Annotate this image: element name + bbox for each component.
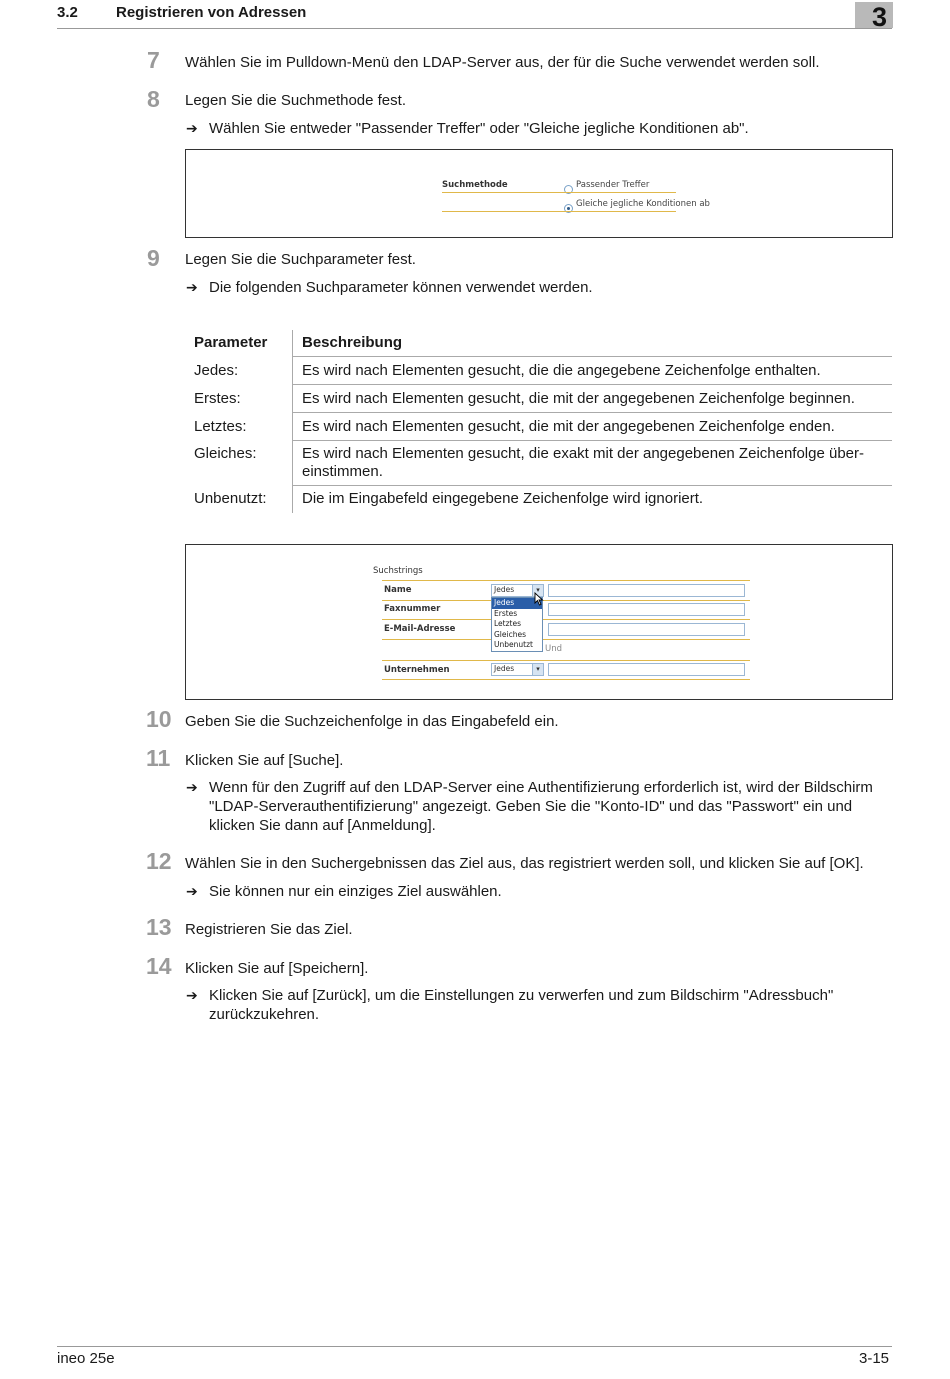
company-select[interactable]: [491, 663, 544, 676]
step-text: Klicken Sie auf [Suche].: [185, 752, 344, 769]
step-subtext: "LDAP-Serverauthentifizierung" angezeigt. Geben Sie die "Konto-ID" und das "Passwort" ein und: [209, 798, 853, 815]
table-cell-param: Letztes:: [194, 418, 247, 435]
dropdown-option[interactable]: Jedes: [492, 598, 542, 609]
radio-label: Passender Treffer: [576, 180, 650, 190]
table-cell-param: Unbenutzt:: [194, 490, 267, 507]
parameter-table: [185, 330, 892, 514]
chevron-down-icon: ▾: [532, 664, 543, 675]
divider: [382, 619, 750, 620]
dropdown-option[interactable]: Erstes: [494, 608, 518, 618]
chapter-number: 3: [872, 2, 888, 32]
step-number: 11: [146, 745, 171, 771]
table-header-parameter: Parameter: [194, 334, 268, 351]
fax-input[interactable]: [548, 603, 745, 616]
step-number: 9: [147, 245, 160, 271]
search-method-screenshot: [185, 149, 893, 238]
step-text: Wählen Sie in den Suchergebnissen das Ziel aus, das registriert werden soll, und klicken Sie auf [OK].: [185, 855, 864, 872]
dropdown-option[interactable]: Letztes: [494, 619, 522, 628]
divider: [382, 679, 750, 680]
table-cell-desc: Es wird nach Elementen gesucht, die mit der angegebenen Zeichenfolge beginnen.: [302, 390, 855, 407]
section-title: Registrieren von Adressen: [116, 4, 307, 21]
field-label-fax: Faxnummer: [384, 604, 441, 614]
divider: [382, 580, 750, 581]
header-rule: [57, 28, 892, 29]
table-cell-desc: Die im Eingabefeld eingegebene Zeichenfolge wird ignoriert.: [302, 490, 704, 507]
table-cell-param: Jedes:: [194, 362, 239, 379]
name-select-value: Jedes: [494, 585, 515, 594]
table-rule: [292, 412, 892, 413]
arrow-icon: ➔: [186, 120, 198, 136]
step-number: 10: [146, 706, 172, 732]
step-number: 14: [146, 953, 172, 979]
step-text: Klicken Sie auf [Speichern].: [185, 960, 369, 977]
table-cell-desc: einstimmen.: [302, 463, 383, 480]
step-text: Legen Sie die Suchparameter fest.: [185, 251, 416, 268]
field-label-company: Unternehmen: [384, 665, 450, 675]
arrow-icon: ➔: [186, 779, 198, 795]
table-rule: [292, 485, 892, 486]
search-strings-title: Suchstrings: [373, 566, 423, 576]
field-label-email: E-Mail-Adresse: [384, 624, 456, 634]
step-subtext: Klicken Sie auf [Zurück], um die Einstellungen zu verwerfen und zum Bildschirm "Adressbuch": [209, 987, 834, 1004]
dropdown-option[interactable]: Unbenutzt: [494, 640, 533, 649]
field-label-name: Name: [384, 585, 412, 595]
und-label: Und: [545, 644, 563, 654]
divider: [382, 600, 750, 601]
step-subtext: klicken Sie dann auf [Anmeldung].: [209, 817, 436, 834]
step-subtext: Wählen Sie entweder "Passender Treffer" oder "Gleiche jegliche Konditionen ab".: [209, 120, 749, 137]
table-cell-desc: Es wird nach Elementen gesucht, die exakt mit der angegebenen Zeichenfolge über-: [302, 445, 865, 462]
step-subtext: Die folgenden Suchparameter können verwendet werden.: [209, 279, 593, 296]
step-number: 13: [146, 914, 172, 940]
arrow-icon: ➔: [186, 279, 198, 295]
divider: [382, 660, 750, 661]
step-number: 12: [146, 848, 172, 874]
table-rule: [292, 356, 892, 357]
step-text: Wählen Sie im Pulldown-Menü den LDAP-Server aus, der für die Suche verwendet werden soll.: [185, 54, 820, 71]
table-cell-param: Gleiches:: [194, 445, 257, 462]
chevron-down-icon: ▾: [532, 585, 543, 596]
step-number: 7: [147, 47, 160, 73]
radio-label: Gleiche jegliche Konditionen ab: [576, 199, 710, 209]
table-cell-desc: Es wird nach Elementen gesucht, die die angegebene Zeichenfolge enthalten.: [302, 362, 821, 379]
table-header-description: Beschreibung: [302, 334, 403, 351]
email-input[interactable]: [548, 623, 745, 636]
company-input[interactable]: [548, 663, 745, 676]
dropdown-option[interactable]: Gleiches: [494, 629, 526, 639]
arrow-icon: ➔: [186, 987, 198, 1003]
table-cell-param: Erstes:: [194, 390, 241, 407]
search-strings-screenshot: [185, 544, 893, 700]
arrow-icon: ➔: [186, 883, 198, 899]
step-number: 8: [147, 86, 160, 112]
radio-passender-treffer[interactable]: [564, 181, 573, 199]
table-rule: [292, 440, 892, 441]
step-text: Legen Sie die Suchmethode fest.: [185, 92, 406, 109]
step-text: Geben Sie die Suchzeichenfolge in das Eingabefeld ein.: [185, 713, 559, 730]
step-subtext: Sie können nur ein einziges Ziel auswählen.: [209, 883, 502, 900]
section-number: 3.2: [57, 4, 78, 21]
radio-gleiche-konditionen[interactable]: [564, 200, 573, 218]
divider: [442, 192, 676, 193]
table-cell-desc: Es wird nach Elementen gesucht, die mit der angegebenen Zeichenfolge enden.: [302, 418, 835, 435]
step-text: Registrieren Sie das Ziel.: [185, 921, 353, 938]
footer-rule: [57, 1346, 892, 1347]
footer-page-number: 3-15: [859, 1350, 890, 1367]
step-subtext: Wenn für den Zugriff auf den LDAP-Server eine Authentifizierung erforderlich ist, wird der Bildschirm: [209, 779, 873, 796]
step-subtext: zurückzukehren.: [209, 1006, 320, 1023]
company-select-value: Jedes: [494, 664, 515, 673]
footer-product: ineo 25e: [57, 1350, 115, 1367]
name-input[interactable]: [548, 584, 745, 597]
table-rule: [292, 384, 892, 385]
divider: [382, 639, 750, 640]
search-method-label: Suchmethode: [442, 180, 508, 190]
divider: [442, 211, 676, 212]
cursor-icon: [534, 592, 544, 606]
